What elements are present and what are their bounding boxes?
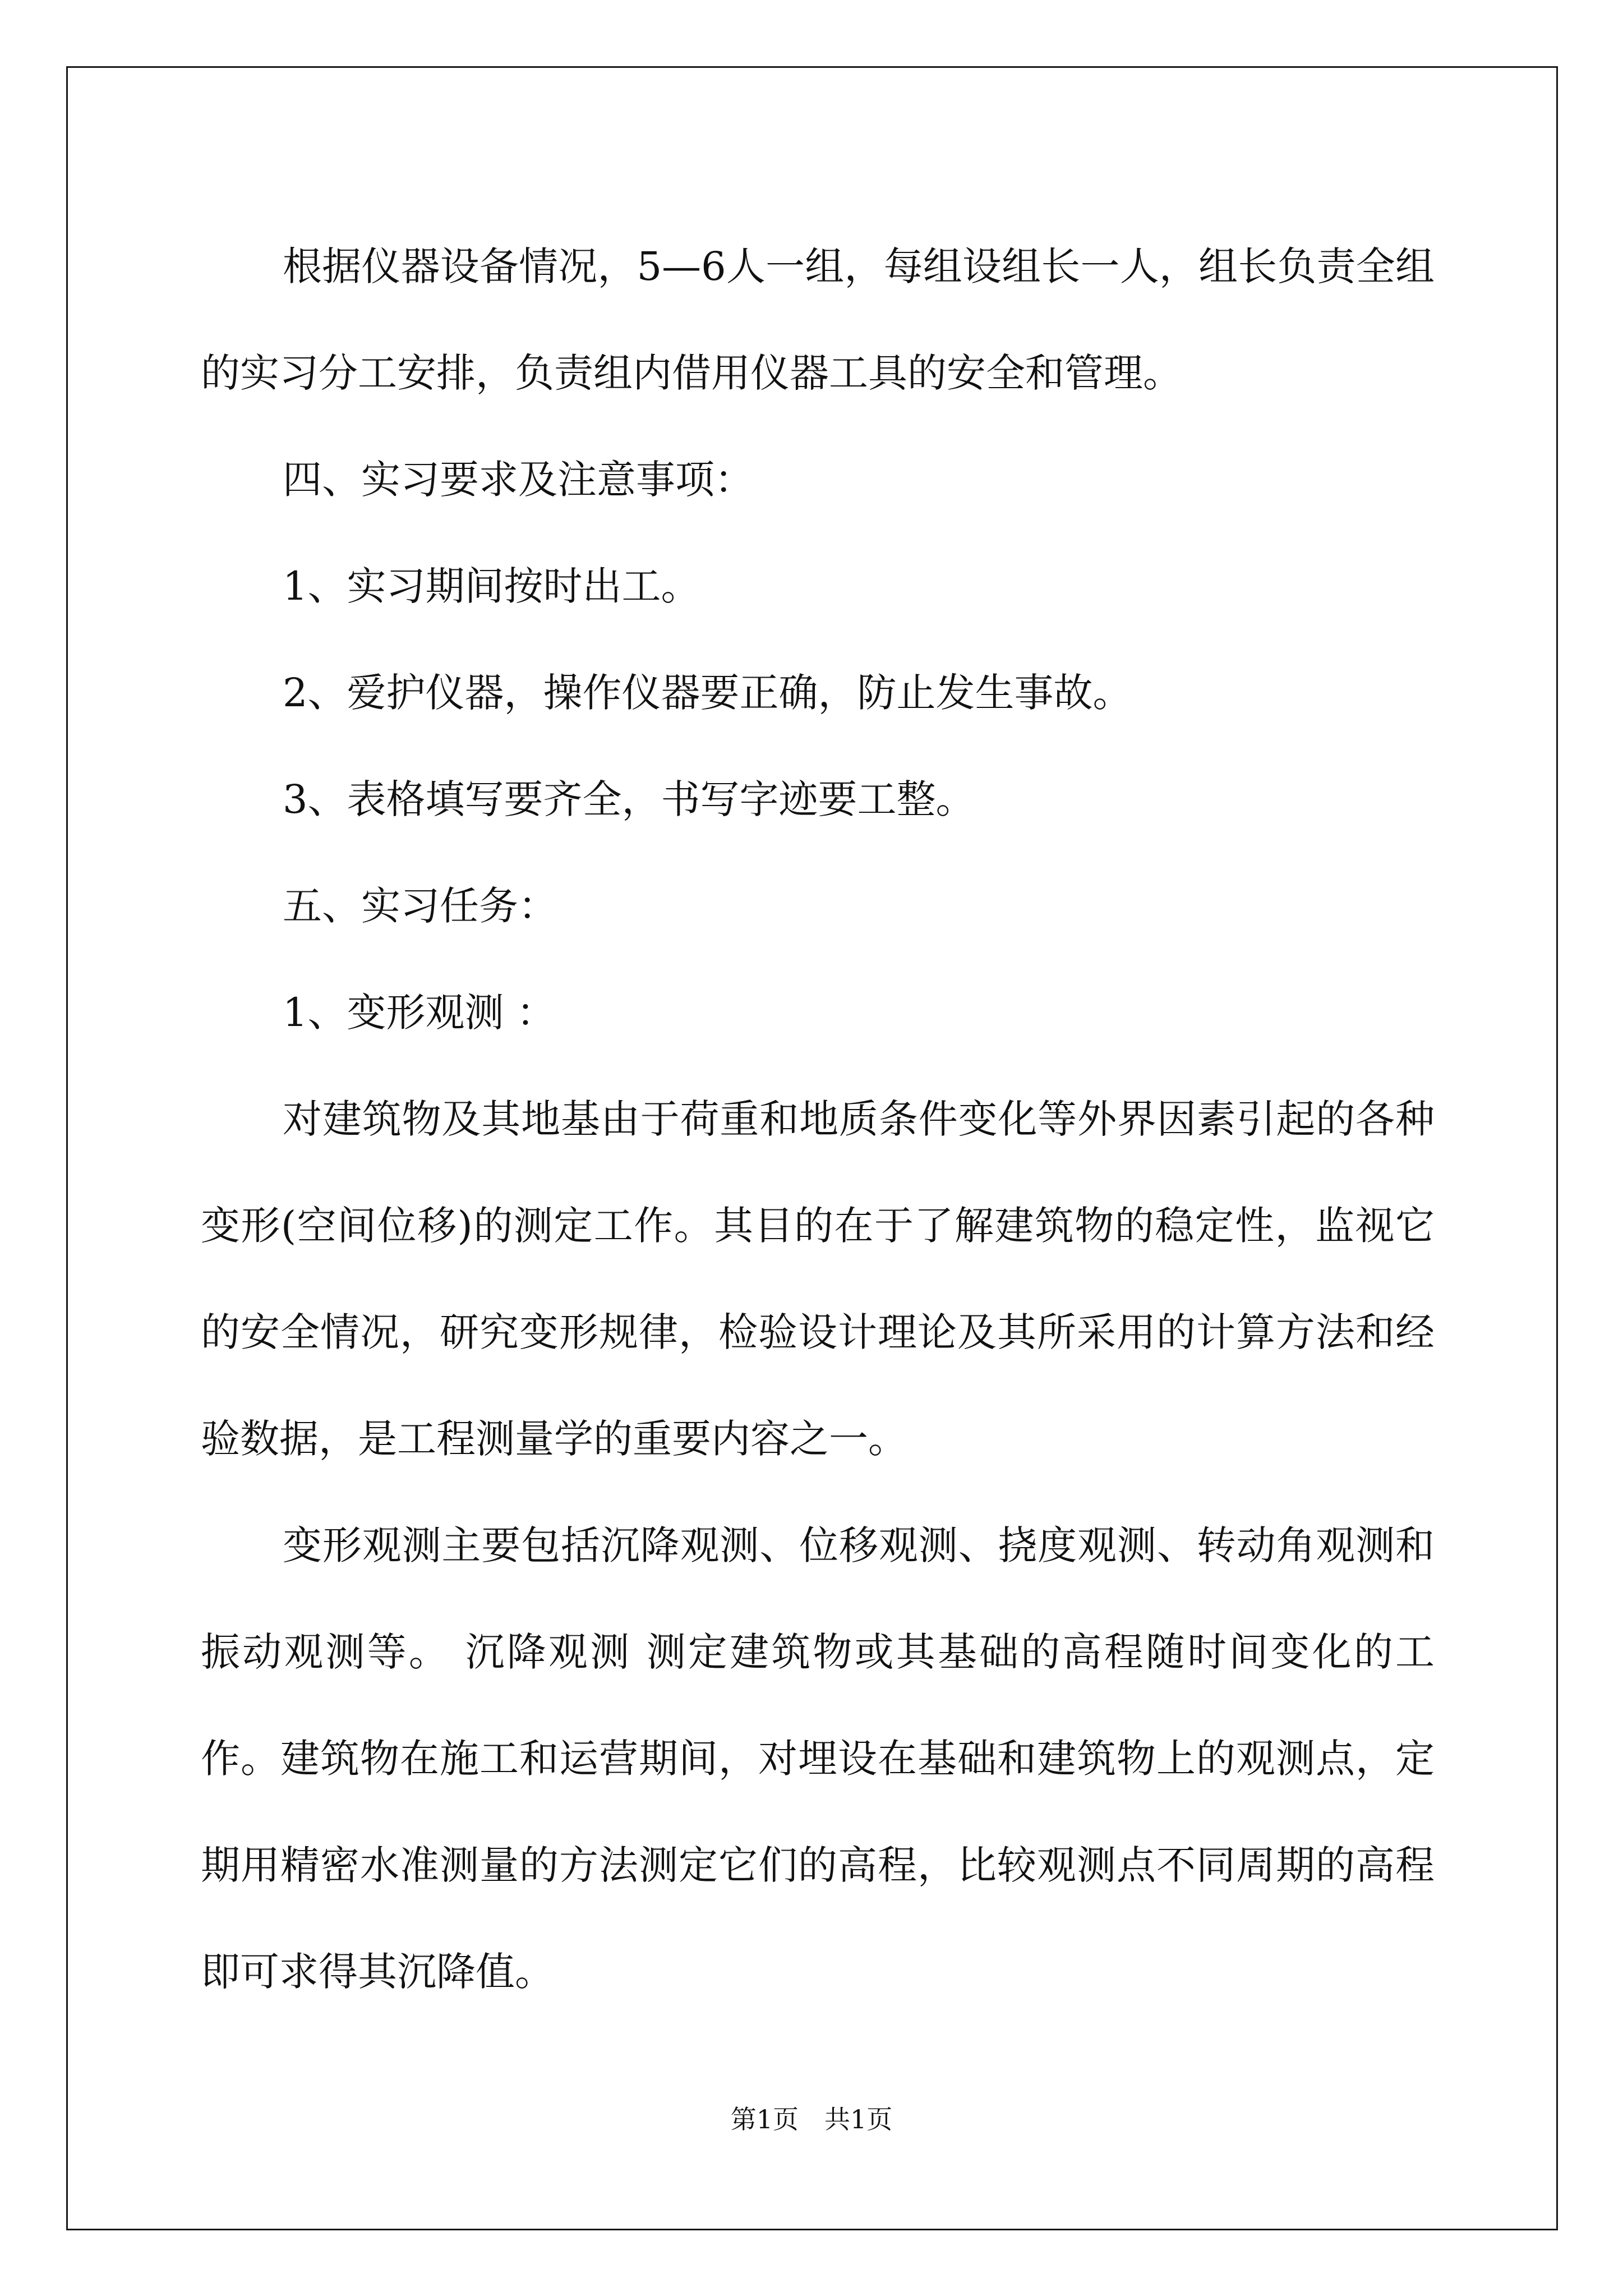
paragraph-grouping: 根据仪器设备情况，5—6人一组，每组设组长一人，组长负责全组的实习分工安排，负责组内借用仪器工具的安全和管理。 [201,243,1435,396]
paragraph-deformation-definition: 对建筑物及其地基由于荷重和地质条件变化等外界因素引起的各种变形(空间位移)的测定工作。其目的在于了解建筑物的稳定性，监视它的安全情况，研究变形规律，检验设计理论及其所采用的计算方法和经验数据，是工程测量学的重要内容之一。 [201,1096,1435,1462]
document-body [201,213,1435,2025]
heading-tasks: 五、实习任务： [283,883,557,929]
task-deformation-observation: 1、变形观测 ： [283,990,556,1036]
heading-requirements: 四、实习要求及注意事项： [283,457,754,503]
list-item-attendance: 1、实习期间按时出工。 [283,563,700,609]
list-item-instrument-care: 2、爱护仪器，操作仪器要正确，防止发生事故。 [283,670,1132,716]
page-footer: 第1页 共1页 [730,2104,893,2134]
list-item-forms: 3、表格填写要齐全，书写字迹要工整。 [283,776,975,822]
paragraph-deformation-types: 变形观测主要包括沉降观测、位移观测、挠度观测、转动角观测和振动观测等。 沉降观测 测定建筑物或其基础的高程随时间变化的工作。建筑物在施工和运营期间，对埋设在基础和建筑物上的观测点，定期用精密水准测量的方法测定它们的高程，比较观测点不同周期的高程即可求得其沉降值。 [201,1522,1435,1995]
